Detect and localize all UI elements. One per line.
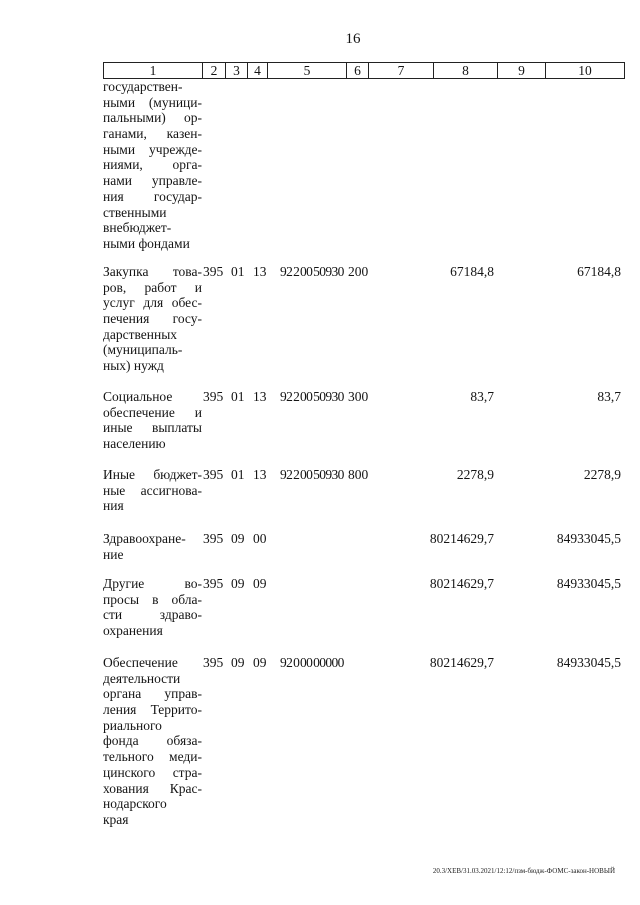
item-name-line: риального xyxy=(103,717,162,733)
amount-col8: 83,7 xyxy=(470,389,494,404)
section-code: 09 xyxy=(231,531,245,546)
item-name-line: ными учрежде- xyxy=(103,141,202,157)
target-item-code: 92 0 00 00000 xyxy=(280,655,344,670)
item-name-line: сти здраво- xyxy=(103,607,202,623)
amount-col8: 80214629,7 xyxy=(429,531,494,546)
item-name-line: Иные бюджет- xyxy=(103,467,202,482)
item-name-line: нами управле- xyxy=(103,173,202,189)
department-code: 395 xyxy=(203,576,224,591)
amount-col10: 84933045,5 xyxy=(556,531,621,546)
item-name-line: цинского стра- xyxy=(103,764,202,780)
item-name-line: хования Крас- xyxy=(103,780,202,796)
department-code: 395 xyxy=(203,655,224,670)
item-name-line: ных) нужд xyxy=(103,358,164,374)
item-name-line: ления Террито- xyxy=(103,702,202,718)
footer-stamp: 20.3/ХЕВ/31.03.2021/12:12/пзм-бюдж-ФОМС-закон-НОВЫЙ xyxy=(432,867,615,875)
section-code: 01 xyxy=(231,467,245,482)
amount-col10: 84933045,5 xyxy=(556,655,621,670)
department-code: 395 xyxy=(203,531,224,546)
item-name-line: ганами, казен- xyxy=(103,126,202,142)
subsection-code: 09 xyxy=(253,576,267,591)
item-name-line: ными (муници- xyxy=(103,94,202,110)
target-item-code: 92 2 00 50930 xyxy=(280,467,344,482)
page-number: 16 xyxy=(345,31,361,47)
item-name-line: Другие во- xyxy=(103,576,202,591)
department-code: 395 xyxy=(203,389,224,404)
amount-col10: 83,7 xyxy=(597,389,621,404)
amount-col10: 2278,9 xyxy=(583,467,621,482)
target-item-code: 92 2 00 50930 xyxy=(280,389,344,404)
item-name xyxy=(103,79,202,252)
item-name-line: ниями, орга- xyxy=(103,157,202,173)
item-name-line: тельного меди- xyxy=(103,749,202,765)
item-name-line: ственными xyxy=(103,204,167,220)
header-cell-1: 1 xyxy=(149,63,157,78)
item-name xyxy=(103,531,202,562)
header-cell-3: 3 xyxy=(225,63,247,78)
item-name-line: внебюджет- xyxy=(103,220,172,236)
item-name-line: нодарского xyxy=(103,796,167,812)
section-code: 09 xyxy=(231,655,245,670)
item-name-line: органа управ- xyxy=(103,686,202,702)
item-name-line: охранения xyxy=(103,623,163,639)
amount-col10: 67184,8 xyxy=(577,264,621,279)
header-cell-9: 9 xyxy=(497,63,545,78)
item-name-line: Закупка това- xyxy=(103,264,202,279)
item-name-line: ров, работ и xyxy=(103,279,202,295)
section-code: 09 xyxy=(231,576,245,591)
target-item-code: 92 2 00 50930 xyxy=(280,264,344,279)
item-name-line: услуг для обес- xyxy=(103,295,202,311)
item-name-line: Социальное xyxy=(103,389,173,404)
header-cell-10: 10 xyxy=(545,63,624,78)
item-name-line: Обеспечение xyxy=(103,655,178,670)
item-name xyxy=(103,389,202,452)
item-name-line: деятельности xyxy=(103,670,181,686)
item-name xyxy=(103,576,202,639)
item-name-line: иные выплаты xyxy=(103,420,202,436)
amount-col8: 80214629,7 xyxy=(429,655,494,670)
department-code: 395 xyxy=(203,264,224,279)
subsection-code: 09 xyxy=(253,655,267,670)
item-name-line: просы в обла- xyxy=(103,591,202,607)
item-name-line: ными фондами xyxy=(103,235,190,251)
expense-type-code: 800 xyxy=(348,467,369,482)
header-cell-8: 8 xyxy=(433,63,497,78)
item-name-line: (муниципаль- xyxy=(103,342,183,358)
item-name-line: края xyxy=(103,811,129,827)
subsection-code: 13 xyxy=(253,389,267,404)
item-name-line: ные ассигнова- xyxy=(103,482,202,498)
item-name-line: обеспечение и xyxy=(103,404,202,420)
item-name xyxy=(103,467,202,514)
item-name-line: ния государ- xyxy=(103,188,202,204)
expense-type-code: 200 xyxy=(348,264,369,279)
subsection-code: 13 xyxy=(253,264,267,279)
item-name-line: государствен- xyxy=(103,79,183,94)
item-name-line: пальными) ор- xyxy=(103,110,202,126)
amount-col8: 2278,9 xyxy=(456,467,494,482)
header-cell-6: 6 xyxy=(346,63,368,78)
header-cell-7: 7 xyxy=(368,63,433,78)
section-code: 01 xyxy=(231,264,245,279)
item-name xyxy=(103,264,202,374)
item-name-line: фонда обяза- xyxy=(103,733,202,749)
header-cell-4: 4 xyxy=(247,63,267,78)
item-name-line: Здравоохране- xyxy=(103,531,186,546)
subsection-code: 13 xyxy=(253,467,267,482)
item-name-line: ние xyxy=(103,546,124,562)
amount-col8: 80214629,7 xyxy=(429,576,494,591)
header-cell-2: 2 xyxy=(202,63,225,78)
item-name-line: дарственных xyxy=(103,326,178,342)
amount-col10: 84933045,5 xyxy=(556,576,621,591)
item-name-line: ния xyxy=(103,498,124,514)
item-name-line: печения госу- xyxy=(103,311,202,327)
item-name-line: населению xyxy=(103,436,166,452)
amount-col8: 67184,8 xyxy=(450,264,494,279)
section-code: 01 xyxy=(231,389,245,404)
item-name xyxy=(103,655,202,828)
subsection-code: 00 xyxy=(253,531,267,546)
header-cell-5: 5 xyxy=(267,63,346,78)
expense-type-code: 300 xyxy=(348,389,369,404)
department-code: 395 xyxy=(203,467,224,482)
